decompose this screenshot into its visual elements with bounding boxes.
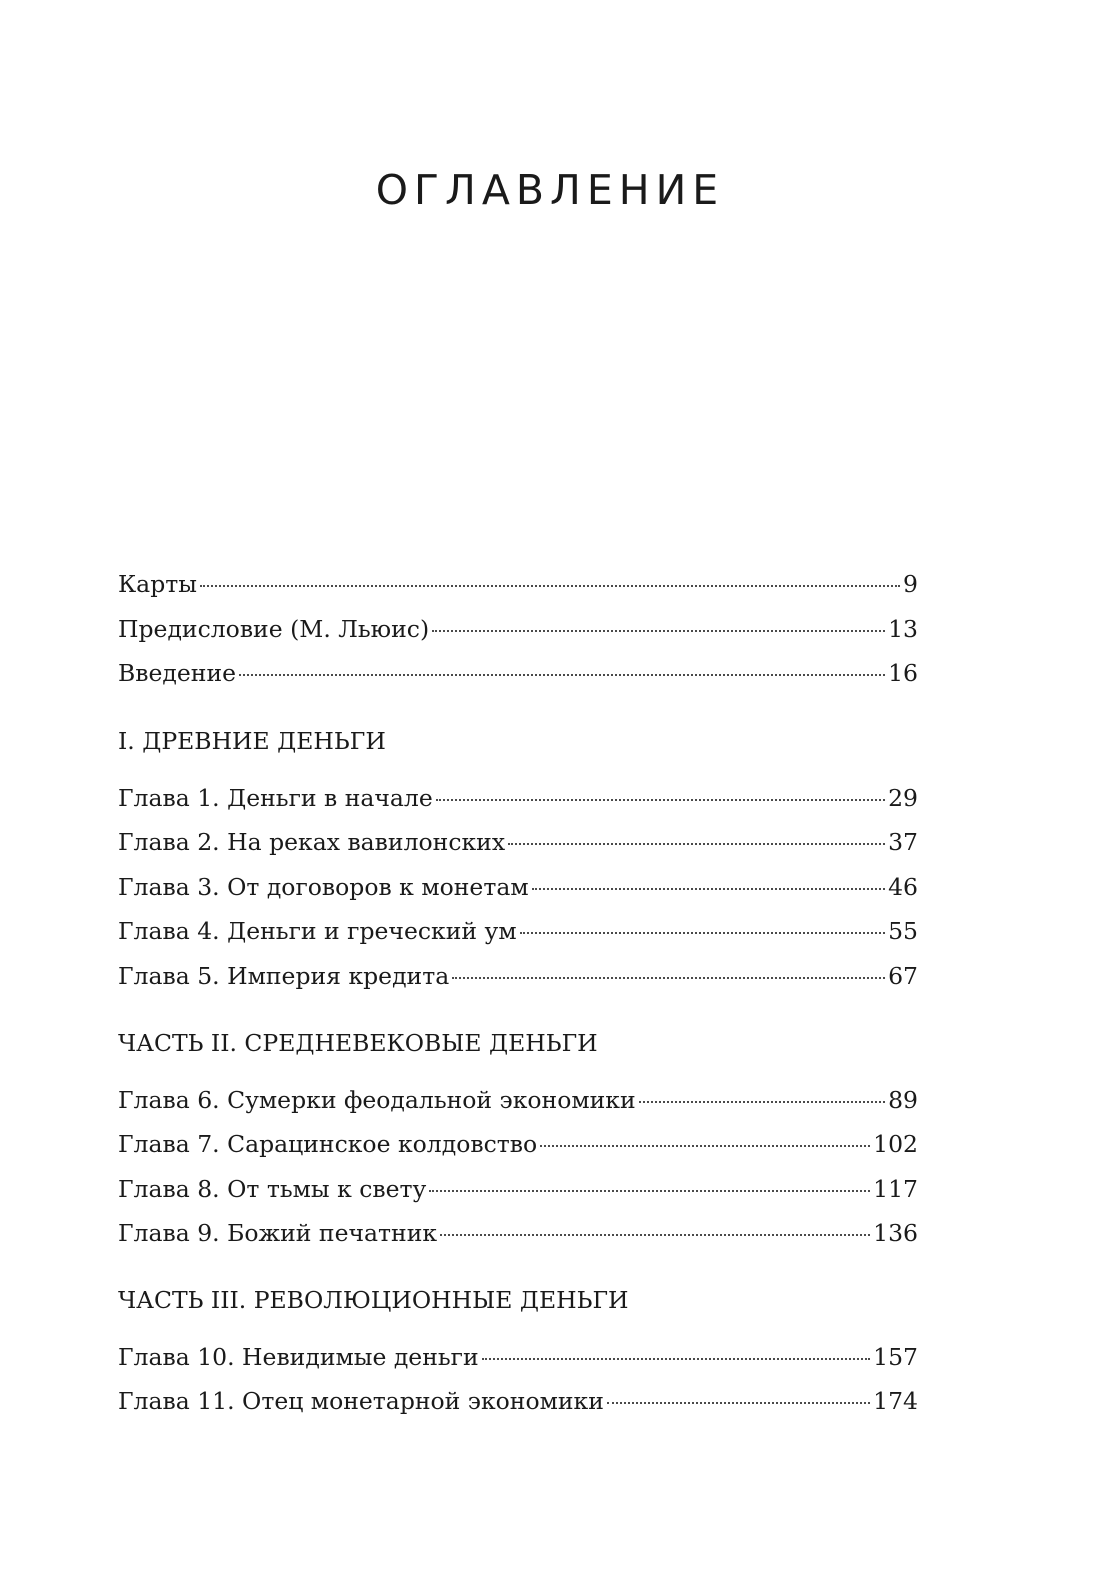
toc-entry-label: Глава 2. На реках вавилонских [118,828,506,856]
toc-entry-label: Глава 8. От тьмы к свету [118,1175,427,1203]
toc-entry-chapter-11[interactable] [118,1383,918,1419]
dot-leader [429,1190,870,1192]
toc-entry-chapter-1[interactable] [118,780,918,816]
toc-entry-label: Глава 6. Сумерки феодальной экономики [118,1086,636,1114]
toc-entry-page: 29 [888,784,918,812]
toc-entry-label: Глава 5. Империя кредита [118,962,450,990]
dot-leader [440,1234,870,1236]
toc-entry-page: 55 [888,917,918,945]
dot-leader [432,630,885,632]
toc-entry-page: 13 [888,615,918,643]
toc-entry-label: Глава 11. Отец монетарной экономики [118,1387,604,1415]
dot-leader [540,1145,870,1147]
toc-entry-page: 46 [888,873,918,901]
toc-entry-label: Глава 3. От договоров к монетам [118,873,529,901]
toc-entry-page: 89 [888,1086,918,1114]
part-heading-3: ЧАСТЬ III. РЕВОЛЮЦИОННЫЕ ДЕНЬГИ [118,1286,629,1314]
toc-entry-chapter-4[interactable] [118,913,918,949]
dot-leader [607,1402,870,1404]
dot-leader [239,674,885,676]
toc-entry-page: 117 [873,1175,918,1203]
toc-entry-chapter-5[interactable] [118,958,918,994]
toc-entry-page: 174 [873,1387,918,1415]
toc-entry-introduction[interactable] [118,655,918,691]
dot-leader [532,888,885,890]
dot-leader [508,843,885,845]
toc-entry-page: 16 [888,659,918,687]
toc-entry-chapter-10[interactable] [118,1339,918,1375]
toc-entry-maps[interactable] [118,566,918,602]
part-heading-2: ЧАСТЬ II. СРЕДНЕВЕКОВЫЕ ДЕНЬГИ [118,1029,598,1057]
dot-leader [639,1101,885,1103]
dot-leader [436,799,885,801]
toc-entry-label: Глава 7. Сарацинское колдовство [118,1130,538,1158]
dot-leader [452,977,885,979]
toc-entry-label: Предисловие (М. Льюис) [118,615,430,643]
toc-entry-chapter-7[interactable] [118,1126,918,1162]
toc-entry-label: Глава 1. Деньги в начале [118,784,433,812]
toc-entry-label: Введение [118,659,237,687]
toc-entry-page: 102 [873,1130,918,1158]
dot-leader [200,585,900,587]
page-title: ОГЛАВЛЕНИЕ [375,166,725,214]
toc-entry-chapter-8[interactable] [118,1171,918,1207]
toc-entry-preface[interactable] [118,611,918,647]
toc-entry-chapter-9[interactable] [118,1215,918,1251]
toc-entry-page: 67 [888,962,918,990]
toc-entry-page: 157 [873,1343,918,1371]
toc-entry-label: Глава 4. Деньги и греческий ум [118,917,517,945]
toc-entry-page: 136 [873,1219,918,1247]
toc-entry-label: Глава 10. Невидимые деньги [118,1343,479,1371]
dot-leader [520,932,885,934]
toc-entry-chapter-3[interactable] [118,869,918,905]
toc-entry-label: Карты [118,570,197,598]
toc-entry-chapter-2[interactable] [118,824,918,860]
toc-entry-page: 9 [903,570,918,598]
toc-entry-page: 37 [888,828,918,856]
toc-entry-chapter-6[interactable] [118,1082,918,1118]
part-heading-1: I. ДРЕВНИЕ ДЕНЬГИ [118,727,386,755]
dot-leader [482,1358,870,1360]
toc-entry-label: Глава 9. Божий печатник [118,1219,438,1247]
